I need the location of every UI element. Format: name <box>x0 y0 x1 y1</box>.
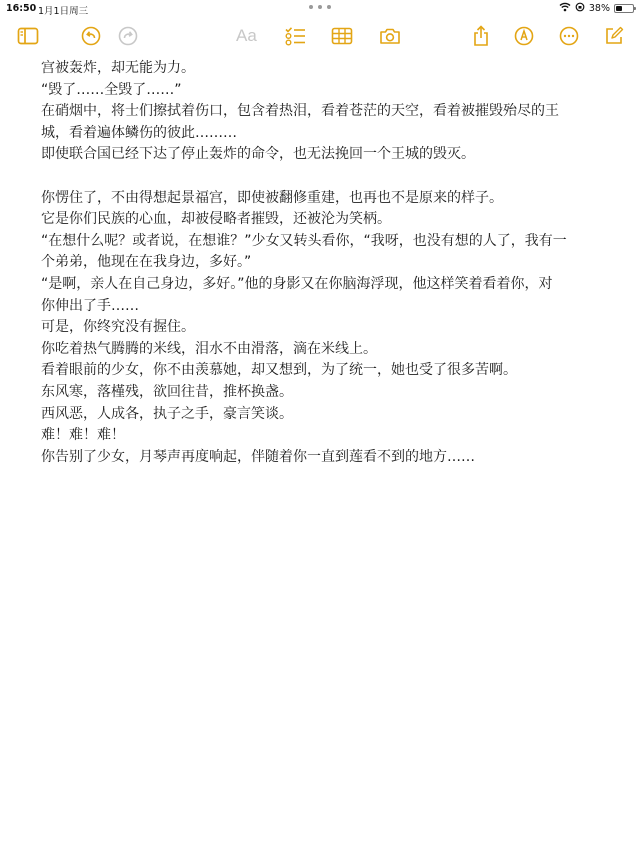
note-line: 你吃着热气腾腾的米线，泪水不由滑落，滴在米线上。 <box>41 340 377 357</box>
checklist-button[interactable] <box>281 22 309 50</box>
share-icon <box>472 25 490 47</box>
status-time: 16:50 <box>6 3 37 14</box>
note-line: 城，看着遍体鳞伤的彼此……… <box>41 124 237 141</box>
note-line: 你伸出了手…… <box>41 297 139 314</box>
sidebar-icon <box>17 27 39 45</box>
battery-icon <box>614 4 634 13</box>
orientation-lock-icon <box>575 2 585 15</box>
note-line: 难！难！难！ <box>41 427 125 444</box>
dot <box>327 5 331 9</box>
dot <box>309 5 313 9</box>
format-text-button[interactable]: Aa <box>236 26 257 45</box>
redo-button[interactable] <box>114 22 142 50</box>
status-indicators <box>559 2 634 15</box>
redo-icon <box>118 26 138 46</box>
note-line: 西风恶，人成各，执子之手，豪言笑谈。 <box>41 405 293 422</box>
note-line: 在硝烟中，将士们擦拭着伤口，包含着热泪，看着苍茫的天空，看着被摧毁殆尽的王 <box>41 103 559 120</box>
status-date: 1月1日周三 <box>38 6 89 17</box>
undo-icon <box>81 26 101 46</box>
note-line: “在想什么呢？或者说，在想谁？”少女又转头看你，“我呀，也没有想的人了，我有一 <box>41 232 567 249</box>
status-bar <box>0 0 640 18</box>
camera-icon <box>379 27 401 45</box>
undo-button[interactable] <box>77 22 105 50</box>
table-button[interactable] <box>328 22 356 50</box>
note-body[interactable] <box>41 58 601 468</box>
multitasking-dots[interactable] <box>309 4 331 10</box>
markup-icon <box>514 26 534 46</box>
note-line: 你告别了少女，月琴声再度响起，伴随着你一直到莲看不到的地方…… <box>41 448 475 465</box>
battery-fill <box>616 6 622 11</box>
note-line: “是啊，亲人在自己身边，多好。”他的身影又在你脑海浮现，他这样笑着看着你，对 <box>41 275 553 292</box>
more-icon <box>559 26 579 46</box>
blank-line <box>41 166 601 188</box>
battery-percent: 38% <box>588 3 610 14</box>
note-line: 个弟弟，他现在在我身边，多好。” <box>41 254 252 271</box>
compose-button[interactable] <box>600 22 628 50</box>
note-line: 它是你们民族的心血，却被侵略者摧毁，还被沦为笑柄。 <box>41 211 391 228</box>
more-button[interactable] <box>555 22 583 50</box>
note-line: 你愣住了，不由得想起景福宫，即使被翻修重建，也再也不是原来的样子。 <box>41 189 503 206</box>
share-button[interactable] <box>467 22 495 50</box>
note-line: “毁了……全毁了……” <box>41 81 182 98</box>
note-line: 宫被轰炸，却无能为力。 <box>41 60 195 76</box>
checklist-icon <box>284 26 306 46</box>
note-line: 东风寒，落槿残，欲回往昔，推杯换盏。 <box>41 383 293 400</box>
markup-button[interactable] <box>510 22 538 50</box>
wifi-icon <box>559 2 571 15</box>
note-line: 看着眼前的少女，你不由羡慕她，却又想到，为了统一，她也受了很多苦啊。 <box>41 362 517 379</box>
note-line: 即使联合国已经下达了停止轰炸的命令，也无法挽回一个王城的毁灭。 <box>41 146 475 163</box>
dot <box>318 5 322 9</box>
note-line: 可是，你终究没有握住。 <box>41 319 195 336</box>
table-icon <box>331 27 353 45</box>
compose-icon <box>604 26 624 46</box>
camera-button[interactable] <box>376 22 404 50</box>
sidebar-toggle-button[interactable] <box>14 22 42 50</box>
notes-toolbar <box>0 22 640 52</box>
